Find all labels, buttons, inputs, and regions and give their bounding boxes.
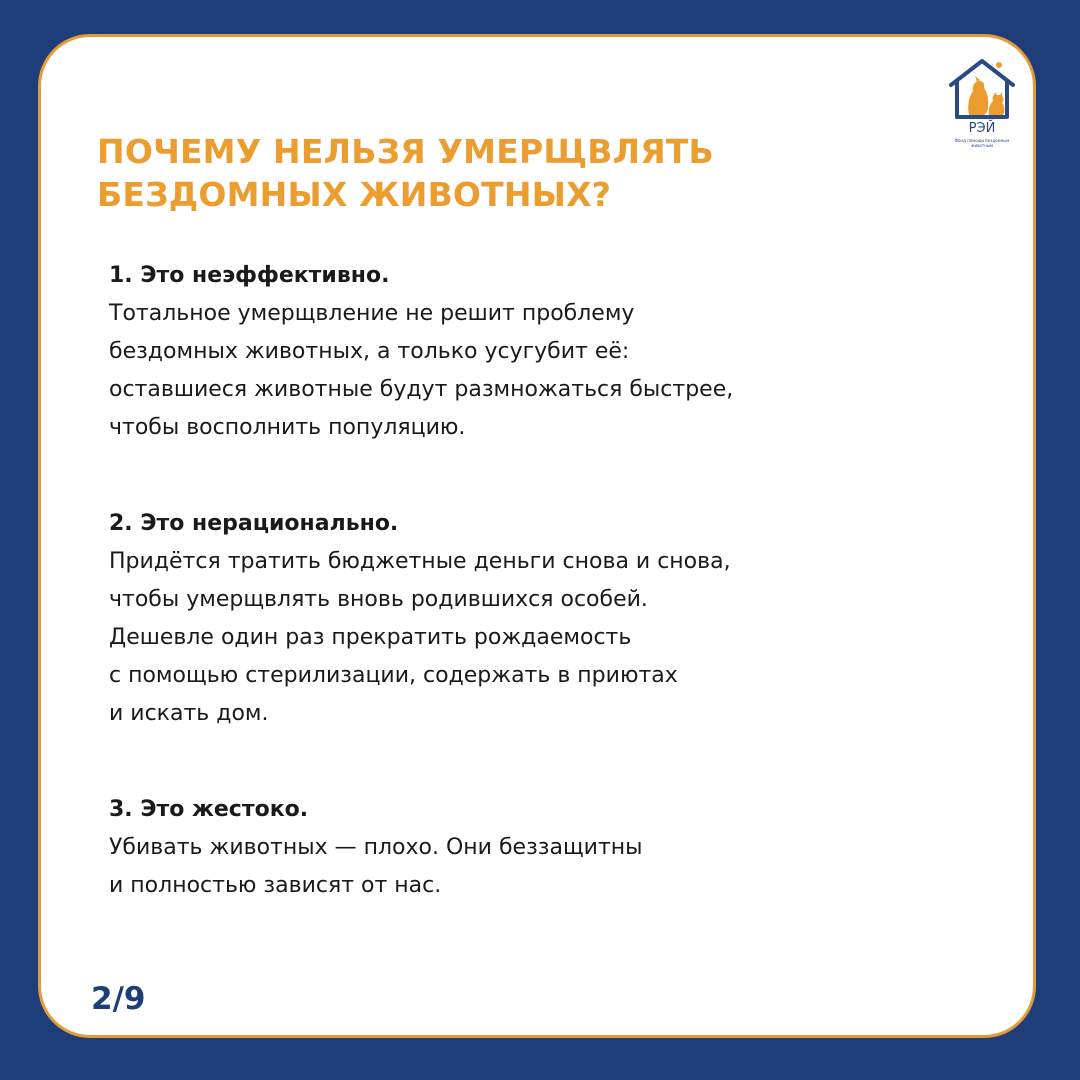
section-1 xyxy=(109,257,1009,447)
section-heading: 3. Это жестоко. xyxy=(109,797,309,822)
logo xyxy=(939,55,1025,167)
section-text-line: Убивать животных — плохо. Они беззащитны xyxy=(109,835,643,860)
section-text-line: Тотальное умерщвление не решит проблему xyxy=(109,301,635,326)
logo-subtitle: Фонд помощи бездомным животным xyxy=(954,138,1010,148)
section-2 xyxy=(109,505,1009,733)
section-3 xyxy=(109,791,1009,905)
section-text-line: оставшиеся животные будут размножаться быстрее, xyxy=(109,377,734,402)
section-heading: 2. Это нерационально. xyxy=(109,511,399,536)
title-line-1: ПОЧЕМУ НЕЛЬЗЯ УМЕРЩВЛЯТЬ xyxy=(97,132,714,171)
page-counter: 2/9 xyxy=(91,981,146,1017)
content-card xyxy=(38,34,1036,1038)
content-body xyxy=(109,257,1009,963)
section-text-line: чтобы восполнить популяцию. xyxy=(109,415,466,440)
section-text-line: Дешевле один раз прекратить рождаемость xyxy=(109,625,632,650)
page-title xyxy=(97,130,714,216)
logo-name: РЭЙ xyxy=(968,121,996,136)
house-dog-cat-icon xyxy=(939,55,1025,121)
section-text-line: чтобы умерщвлять вновь родившихся особей. xyxy=(109,587,648,612)
section-heading: 1. Это неэффективно. xyxy=(109,263,390,288)
section-text-line: Придётся тратить бюджетные деньги снова и снова, xyxy=(109,549,731,574)
title-line-2: БЕЗДОМНЫХ ЖИВОТНЫХ? xyxy=(97,175,612,214)
section-text-line: и полностью зависят от нас. xyxy=(109,873,442,898)
section-text-line: и искать дом. xyxy=(109,701,269,726)
section-text-line: с помощью стерилизации, содержать в приютах xyxy=(109,663,678,688)
section-text-line: бездомных животных, а только усугубит её: xyxy=(109,339,630,364)
